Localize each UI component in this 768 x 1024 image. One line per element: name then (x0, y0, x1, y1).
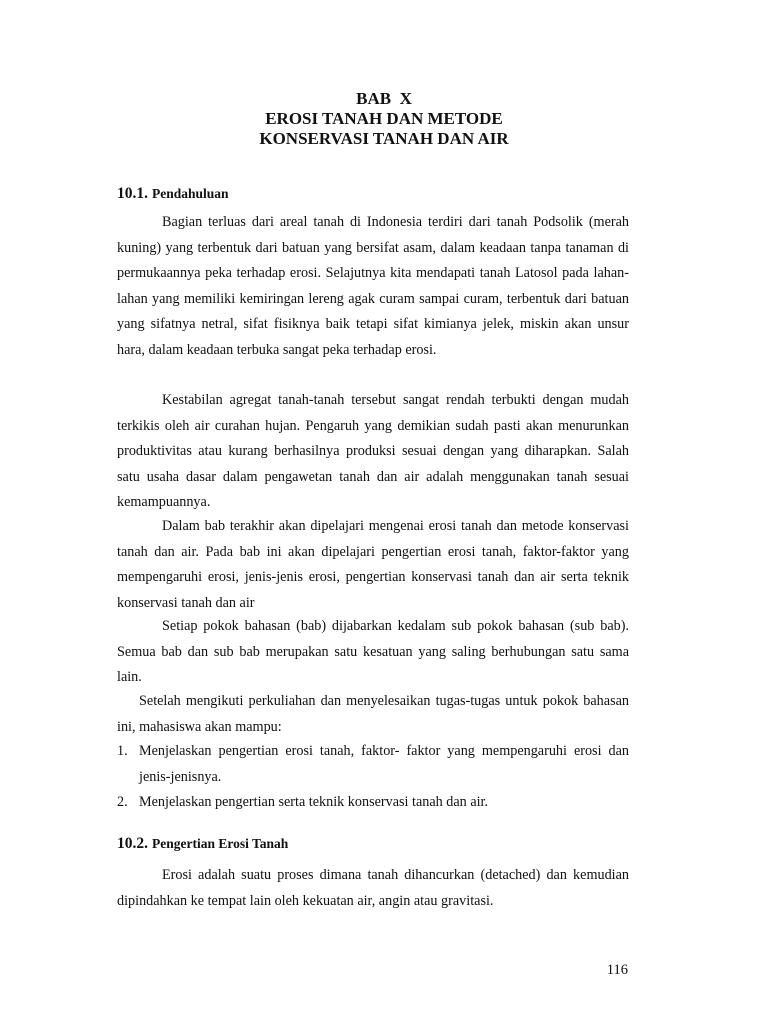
objective-item (117, 739, 629, 790)
paragraph: Erosi adalah suatu proses dimana tanah dihancurkan (detached) dan kemudian dipindahkan ke tempat lain oleh kekuatan air, angin atau gravitasi. (117, 867, 629, 909)
section-heading-10-1 (117, 185, 229, 203)
page-number: 116 (606, 962, 628, 978)
section-heading-10-2 (117, 835, 288, 853)
section-title: Pengertian Erosi Tanah (152, 836, 289, 851)
chapter-title-line-1: EROSI TANAH DAN METODE (265, 109, 503, 128)
objective-item (117, 790, 629, 816)
list-text: Menjelaskan pengertian serta teknik konservasi tanah dan air. (139, 794, 489, 810)
list-number: 2. (117, 794, 128, 810)
section-number: 10.2. (117, 835, 148, 852)
objectives-intro: Setelah mengikuti perkuliahan dan menyelesaikan tugas-tugas untuk pokok bahasan ini, mahasiswa akan mampu: (117, 693, 629, 735)
section-number: 10.1. (117, 185, 148, 202)
list-text: Menjelaskan pengertian erosi tanah, faktor- faktor yang mempengaruhi erosi dan jenis-jenisnya. (139, 743, 629, 785)
paragraph: Setiap pokok bahasan (bab) dijabarkan kedalam sub pokok bahasan (sub bab). Semua bab dan sub bab merupakan satu kesatuan yang saling berhubungan satu sama lain. (117, 618, 629, 685)
chapter-title-line-2: KONSERVASI TANAH DAN AIR (259, 129, 509, 148)
paragraph: Dalam bab terakhir akan dipelajari mengenai erosi tanah dan metode konservasi tanah dan air. Pada bab ini akan dipelajari pengertian erosi tanah, faktor-faktor yang mempengaruhi erosi, jenis-jenis erosi, pengertian konservasi tanah dan air serta teknik konservasi tanah dan air (117, 518, 629, 611)
chapter-label: BAB X (356, 89, 412, 108)
paragraph: Kestabilan agregat tanah-tanah tersebut sangat rendah terbukti dengan mudah terkikis oleh air curahan hujan. Pengaruh yang demikian sudah pasti akan menurunkan produktivitas atau kurang berhasilnya produksi sesuai dengan yang diharapkan. Salah satu usaha dasar dalam pengawetan tanah dan air adalah menggunakan tanah sesuai kemampuannya. (117, 392, 629, 510)
paragraph: Bagian terluas dari areal tanah di Indonesia terdiri dari tanah Podsolik (merah kuning) yang terbentuk dari batuan yang bersifat asam, dalam keadaan tanpa tanaman di permukaannya peka terhadap erosi. Selajutnya kita mendapati tanah Latosol pada lahan-lahan yang memiliki kemiringan lereng agak curam sampai curam, terbentuk dari batuan yang sifatnya netral, sifat fisiknya baik tetapi sifat kimianya jelek, miskin akan unsur hara, dalam keadaan terbuka sangat peka terhadap erosi. (117, 214, 629, 358)
list-number: 1. (117, 743, 128, 759)
section-title: Pendahuluan (152, 186, 229, 201)
